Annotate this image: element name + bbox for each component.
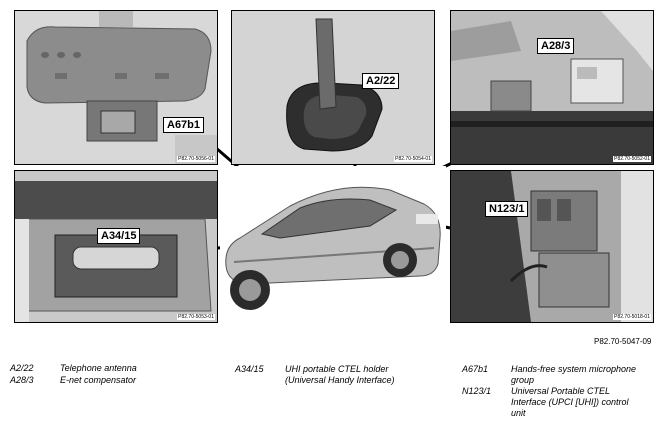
- legend-code: A28/3: [10, 375, 34, 385]
- antenna-photo: [232, 11, 434, 164]
- microphone-photo: [15, 11, 217, 164]
- legend-desc: UHI portable CTEL holder (Universal Handy Interface): [285, 364, 395, 385]
- callout-label: A67b1: [163, 117, 204, 133]
- legend-code: A2/22: [10, 363, 34, 373]
- photo-ref: P82.70-5054-01: [395, 156, 431, 162]
- uhi-holder-photo: [15, 171, 217, 322]
- vehicle-photo: [220, 166, 446, 316]
- photo-ref: P82.70-5056-01: [178, 156, 214, 162]
- legend-code: A67b1: [462, 364, 489, 374]
- legend-desc: E-net compensator: [60, 375, 137, 385]
- legend-desc: Telephone antenna: [60, 363, 137, 373]
- panel-telephone-antenna: [231, 10, 435, 165]
- panel-upci-control-unit: [450, 170, 654, 323]
- panel-vehicle: [220, 166, 446, 316]
- figure-reference: P82.70-5047-09: [594, 337, 652, 346]
- legend-code: A34/15: [235, 364, 264, 374]
- photo-ref: P82.70-5053-01: [178, 314, 214, 320]
- panel-enet-compensator: [450, 10, 654, 165]
- legend-desc: Universal Portable CTEL Interface (UPCI [UHI]) control unit: [511, 386, 629, 418]
- callout-label: A34/15: [97, 228, 140, 244]
- photo-ref: P82.70-5052-01: [614, 156, 650, 162]
- callout-label: A28/3: [537, 38, 574, 54]
- control-unit-photo: [451, 171, 653, 322]
- panel-microphone-group: [14, 10, 218, 165]
- callout-label: A2/22: [362, 73, 399, 89]
- callout-label: N123/1: [485, 201, 528, 217]
- legend-code: N123/1: [462, 386, 492, 396]
- legend-desc: Hands-free system microphone group: [511, 364, 637, 385]
- compensator-photo: [451, 11, 653, 164]
- panel-uhi-holder: [14, 170, 218, 323]
- photo-ref: P82.70-5018-01: [614, 314, 650, 320]
